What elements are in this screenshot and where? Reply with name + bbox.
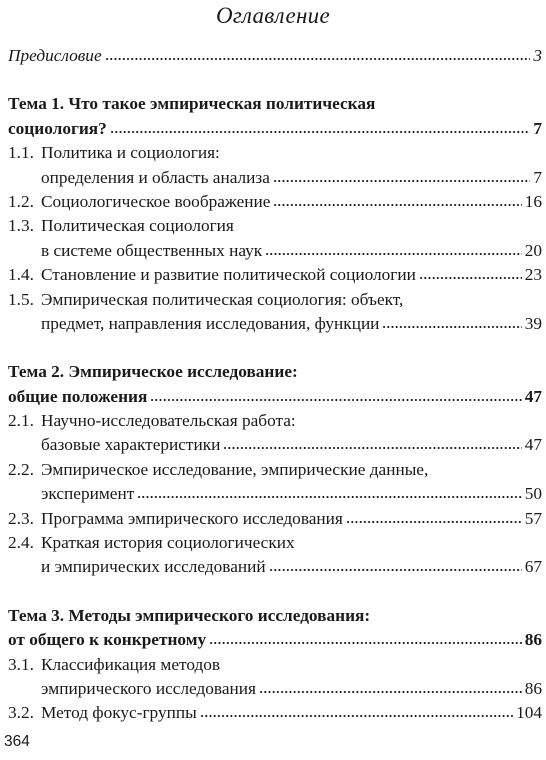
- section-number: 2.3.: [8, 508, 34, 528]
- section-title: Политика и социология:: [41, 143, 220, 163]
- section-title: предмет, направления исследования, функции: [41, 313, 380, 333]
- toc-entry[interactable]: [8, 214, 542, 263]
- page-title: Оглавление: [215, 3, 330, 28]
- toc-entry-line: [8, 166, 542, 190]
- section-number: 2.2.: [8, 459, 34, 479]
- topic-title[interactable]: Тема 3. Методы эмпирического исследования:: [8, 605, 371, 625]
- toc-entry-line: [8, 263, 542, 287]
- page-ref: 20: [524, 240, 542, 260]
- preface-entry[interactable]: [8, 44, 542, 68]
- topic-title-text: общие положения: [8, 386, 148, 406]
- toc-entry[interactable]: [8, 190, 542, 214]
- dot-leader: [137, 486, 521, 499]
- section-title: Метод фокус-группы: [41, 703, 197, 723]
- dot-leader: [259, 681, 522, 694]
- toc-entry-line: [8, 239, 542, 263]
- page-ref: 7: [533, 118, 542, 138]
- table-of-contents: [8, 44, 542, 750]
- toc-entry[interactable]: [8, 531, 542, 580]
- section-title: Политическая социология: [41, 216, 234, 236]
- toc-entry-line: [8, 507, 542, 531]
- toc-entry-line: [8, 433, 542, 457]
- preface-label: Предисловие: [8, 46, 102, 65]
- toc-entry-line: [8, 190, 542, 214]
- page-ref: 86: [524, 678, 542, 698]
- section-title: эксперимент: [41, 484, 135, 504]
- section-number: 1.2.: [8, 191, 34, 211]
- dot-leader: [269, 559, 522, 572]
- section-number: 1.4.: [8, 265, 34, 285]
- section-title: Эмпирическая политическая социология: объект,: [41, 289, 404, 309]
- toc-entry-line: [8, 214, 542, 238]
- section-title: Краткая история социологических: [41, 533, 295, 553]
- page-ref: 3: [533, 46, 542, 65]
- topic-title[interactable]: Тема 2. Эмпирическое исследование:: [8, 362, 298, 382]
- section-title: Становление и развитие политической социологии: [41, 265, 416, 285]
- toc-entry-line: [8, 555, 542, 579]
- toc-entry-line: [8, 141, 542, 165]
- dot-leader: [105, 48, 531, 61]
- topic-title[interactable]: Тема 1. Что такое эмпирическая политическая: [8, 94, 376, 114]
- toc-entry-line: [8, 312, 542, 336]
- page-ref: 39: [524, 313, 542, 333]
- page-ref: 7: [533, 167, 542, 187]
- section-title: Эмпирическое исследование, эмпирические данные,: [41, 459, 429, 479]
- toc-entry[interactable]: [8, 409, 542, 458]
- toc-entry-line: [8, 409, 542, 433]
- toc-entry-line: [8, 531, 542, 555]
- toc-entry[interactable]: [8, 141, 542, 190]
- dot-leader: [273, 194, 521, 207]
- dot-leader: [346, 511, 522, 524]
- toc-entry-line: [8, 701, 542, 725]
- topic-title-last-line[interactable]: [8, 628, 542, 652]
- topic-title-text: социология?: [8, 118, 107, 138]
- section-title: Социологическое воображение: [41, 191, 271, 211]
- page-ref: 67: [524, 557, 542, 577]
- toc-entry-line: [8, 677, 542, 701]
- topics-list: [8, 92, 542, 725]
- section-title: Классификация методов: [41, 654, 221, 674]
- topic-title-last-line[interactable]: [8, 117, 542, 141]
- page-ref: 86: [524, 630, 542, 650]
- dot-leader: [209, 632, 522, 645]
- section-number: 2.1.: [8, 411, 34, 431]
- topic-title-last-line[interactable]: [8, 385, 542, 409]
- toc-entry[interactable]: [8, 701, 542, 725]
- topic-title-text: от общего к конкретному: [8, 630, 207, 650]
- page-ref: 104: [516, 703, 542, 723]
- page-ref: 57: [524, 508, 542, 528]
- toc-entry[interactable]: [8, 288, 542, 337]
- dot-leader: [150, 389, 521, 402]
- section-number: 1.1.: [8, 143, 34, 163]
- toc-entry[interactable]: [8, 458, 542, 507]
- toc-entry-line: [8, 288, 542, 312]
- toc-entry[interactable]: [8, 507, 542, 531]
- dot-leader: [265, 243, 522, 256]
- section-title: эмпирического исследования: [41, 678, 256, 698]
- toc-entry[interactable]: [8, 263, 542, 287]
- section-title: Программа эмпирического исследования: [41, 508, 343, 528]
- page-ref: 47: [524, 435, 542, 455]
- section-title: Научно-исследовательская работа:: [41, 411, 296, 431]
- section-title: и эмпирических исследований: [41, 557, 266, 577]
- toc-entry-line: [8, 482, 542, 506]
- topic-block: [8, 604, 542, 726]
- section-number: 3.2.: [8, 703, 34, 723]
- dot-leader: [382, 316, 521, 329]
- toc-entry-line: [8, 458, 542, 482]
- section-number: 1.3.: [8, 216, 34, 236]
- page-ref: 23: [524, 265, 542, 285]
- dot-leader: [200, 705, 513, 718]
- toc-entry[interactable]: [8, 653, 542, 702]
- page-ref: 50: [524, 484, 542, 504]
- section-title: в системе общественных наук: [41, 240, 263, 260]
- toc-entry-line: [8, 653, 542, 677]
- page-ref: 16: [524, 191, 542, 211]
- dot-leader: [273, 170, 530, 183]
- dot-leader: [223, 437, 521, 450]
- dot-leader: [110, 121, 531, 134]
- dot-leader: [419, 267, 522, 280]
- section-number: 1.5.: [8, 289, 34, 309]
- page-ref: 47: [524, 386, 542, 406]
- section-title: определения и область анализа: [41, 167, 270, 187]
- folio-page-number: 364: [4, 733, 30, 750]
- topic-block: [8, 360, 542, 580]
- section-title: базовые характеристики: [41, 435, 221, 455]
- topic-block: [8, 92, 542, 336]
- section-number: 3.1.: [8, 654, 34, 674]
- section-number: 2.4.: [8, 533, 34, 553]
